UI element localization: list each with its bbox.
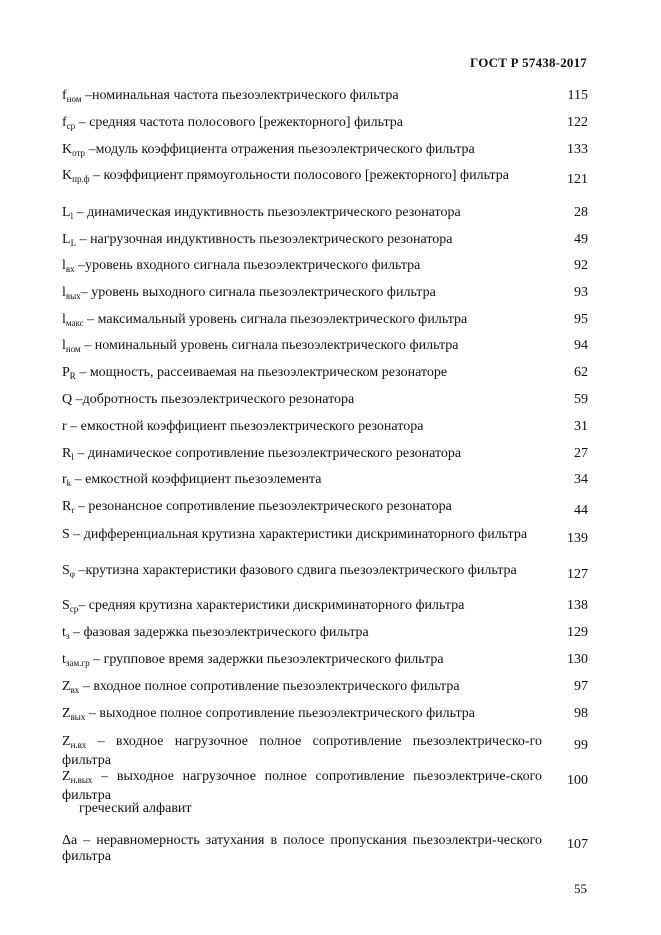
- entry-description: –модуль коэффициента отражения пьезоэлектрического фильтра: [85, 142, 475, 157]
- entry-page-number: 94: [574, 338, 588, 353]
- entry-page-number: 127: [567, 567, 588, 582]
- entry-symbol: r: [62, 419, 67, 434]
- entry-page-number: 139: [567, 531, 588, 546]
- index-entry: [62, 392, 542, 408]
- index-entry: [62, 338, 542, 357]
- entry-symbol: Z: [62, 769, 71, 784]
- entry-page-number: 115: [567, 88, 588, 103]
- entry-page-number: 122: [567, 115, 588, 130]
- index-entry: [62, 499, 542, 518]
- entry-page-number: 92: [574, 258, 588, 273]
- entry-description: – коэффициент прямоугольности полосового [режекторного] фильтра: [89, 168, 509, 183]
- entry-description: – нагрузочная индуктивность пьезоэлектрического резонатора: [76, 232, 453, 247]
- entry-description: – средняя частота полосового [режекторного] фильтра: [75, 115, 403, 130]
- entry-description: – дифференциальная крутизна характеристики дискриминаторного фильтра: [69, 527, 528, 542]
- entry-symbol-subscript: вх: [65, 264, 75, 274]
- entry-page-number: 107: [567, 837, 588, 852]
- entry-symbol-subscript: отр: [72, 148, 86, 158]
- entry-symbol: P: [62, 365, 70, 380]
- entry-symbol: l: [62, 338, 66, 353]
- entry-symbol-subscript: ном: [66, 94, 82, 104]
- entry-page-number: 49: [574, 232, 588, 247]
- page-number: 55: [574, 881, 587, 896]
- entry-description: – емкостной коэффициент пьезоэлектрического резонатора: [66, 419, 424, 434]
- entry-page-number: 62: [574, 365, 588, 380]
- entry-page-number: 100: [567, 773, 588, 788]
- entry-symbol: S: [62, 598, 70, 613]
- index-entry: [62, 258, 542, 277]
- entry-symbol-subscript: н.вх: [70, 740, 87, 750]
- entry-page-number: 129: [567, 625, 588, 640]
- entry-symbol-subscript: ср: [66, 121, 76, 131]
- entry-symbol: l: [62, 285, 66, 300]
- index-entry: [62, 734, 542, 769]
- entry-description: –добротность пьезоэлектрического резонатора: [72, 392, 355, 407]
- index-entry: [62, 312, 542, 331]
- entry-description: – мощность, рассеиваемая на пьезоэлектрическом резонаторе: [75, 365, 448, 380]
- index-entry: [62, 563, 542, 582]
- entry-symbol: R: [62, 499, 72, 514]
- index-entry: [62, 232, 542, 251]
- entry-symbol: f: [62, 88, 67, 103]
- entry-description: – входное полное сопротивление пьезоэлектрического фильтра: [79, 679, 460, 694]
- index-entry: [62, 472, 542, 491]
- entry-description: – емкостной коэффициент пьезоэлемента: [71, 472, 322, 487]
- index-entry: [62, 598, 542, 617]
- entry-description: – выходное нагрузочное полное сопротивление пьезоэлектриче-ского фильтра: [62, 769, 542, 803]
- entry-page-number: 59: [574, 392, 588, 407]
- entry-symbol: R: [62, 446, 72, 461]
- entry-symbol-subscript: L: [70, 238, 77, 248]
- index-entry: [62, 625, 542, 644]
- entry-symbol: Z: [62, 734, 71, 749]
- entry-symbol: Z: [62, 679, 71, 694]
- entry-page-number: 130: [567, 652, 588, 667]
- entry-symbol: L: [62, 232, 71, 247]
- index-entry: [62, 419, 542, 435]
- entry-description: – динамическая индуктивность пьезоэлектрического резонатора: [73, 205, 461, 220]
- entry-page-number: 97: [574, 679, 588, 694]
- entry-page-number: 138: [567, 598, 588, 613]
- entry-symbol: Q: [62, 392, 73, 407]
- index-entry: [62, 679, 542, 698]
- entry-description: – номинальный уровень сигнала пьезоэлектрического фильтра: [80, 338, 459, 353]
- entry-symbol-subscript: R: [69, 371, 76, 381]
- index-entry: [62, 205, 542, 224]
- entry-symbol: L: [62, 205, 71, 220]
- index-entry: [62, 285, 542, 304]
- document-header: ГОСТ Р 57438-2017: [470, 55, 587, 70]
- entry-page-number: 99: [574, 738, 588, 753]
- entry-page-number: 34: [574, 472, 588, 487]
- entry-page-number: 93: [574, 285, 588, 300]
- entry-page-number: 133: [567, 142, 588, 157]
- entry-symbol-subscript: l: [70, 211, 74, 221]
- entry-symbol-subscript: зам.гр: [65, 658, 90, 668]
- entry-page-number: 44: [574, 503, 588, 518]
- section-heading-greek: греческий алфавит: [79, 801, 192, 816]
- entry-symbol-subscript: вых: [65, 291, 81, 301]
- entry-symbol: K: [62, 168, 73, 183]
- entry-symbol: S: [62, 563, 70, 578]
- entry-symbol-subscript: вых: [70, 712, 86, 722]
- entry-symbol-subscript: н.вых: [70, 775, 93, 785]
- entry-description: – неравномерность затухания в полосе пропускания пьезоэлектри-ческого фильтра: [62, 833, 542, 864]
- entry-symbol-subscript: з: [65, 631, 70, 641]
- entry-description: – средняя крутизна характеристики дискриминаторного фильтра: [78, 598, 465, 613]
- entry-description: – фазовая задержка пьезоэлектрического фильтра: [69, 625, 369, 640]
- entry-symbol: l: [62, 312, 66, 327]
- entry-symbol-subscript: r: [71, 505, 75, 515]
- entry-symbol-subscript: k: [66, 478, 72, 488]
- entry-description: – резонансное сопротивление пьезоэлектрического резонатора: [74, 499, 452, 514]
- entry-symbol-subscript: ср: [69, 604, 79, 614]
- entry-symbol-subscript: l: [71, 452, 74, 462]
- index-entry: [62, 833, 542, 865]
- entry-description: –крутизна характеристики фазового сдвига пьезоэлектрического фильтра: [75, 563, 517, 578]
- entry-symbol: K: [62, 142, 73, 157]
- index-entry: [62, 115, 542, 134]
- index-entry: [62, 142, 542, 161]
- entry-description: – динамическое сопротивление пьезоэлектрического резонатора: [73, 446, 462, 461]
- entry-page-number: 121: [567, 172, 588, 187]
- entry-description: – групповое время задержки пьезоэлектрического фильтра: [89, 652, 444, 667]
- index-entry: [62, 365, 542, 384]
- index-entry: [62, 168, 542, 187]
- entry-symbol-subscript: макс: [65, 318, 84, 328]
- entry-symbol: l: [62, 258, 66, 273]
- index-entry: [62, 527, 542, 543]
- entry-symbol-subscript: φ: [69, 569, 75, 579]
- entry-page-number: 28: [574, 205, 588, 220]
- index-entry: [62, 652, 542, 671]
- index-entry: [62, 446, 542, 465]
- entry-page-number: 27: [574, 446, 588, 461]
- entry-symbol: t: [62, 652, 66, 667]
- entry-description: –номинальная частота пьезоэлектрического фильтра: [81, 88, 399, 103]
- entry-symbol: Δa: [62, 833, 78, 848]
- entry-symbol: t: [62, 625, 66, 640]
- index-entry: [62, 706, 542, 725]
- entry-symbol-subscript: пр.ф: [72, 174, 90, 184]
- entry-description: – максимальный уровень сигнала пьезоэлектрического фильтра: [83, 312, 468, 327]
- entry-page-number: 31: [574, 419, 588, 434]
- entry-description: – выходное полное сопротивление пьезоэлектрического фильтра: [85, 706, 476, 721]
- entry-description: – входное нагрузочное полное сопротивление пьезоэлектрическо-го фильтра: [62, 734, 542, 768]
- entry-page-number: 98: [574, 706, 588, 721]
- index-entry: [62, 88, 542, 107]
- entry-symbol: f: [62, 115, 67, 130]
- entry-description: – уровень выходного сигнала пьезоэлектрического фильтра: [80, 285, 436, 300]
- entry-symbol-subscript: вх: [70, 685, 80, 695]
- entry-symbol: S: [62, 527, 70, 542]
- entry-page-number: 95: [574, 312, 588, 327]
- index-entry: [62, 769, 542, 804]
- entry-symbol: r: [62, 472, 67, 487]
- entry-symbol: Z: [62, 706, 71, 721]
- entry-symbol-subscript: ном: [65, 344, 81, 354]
- entry-description: –уровень входного сигнала пьезоэлектрического фильтра: [74, 258, 421, 273]
